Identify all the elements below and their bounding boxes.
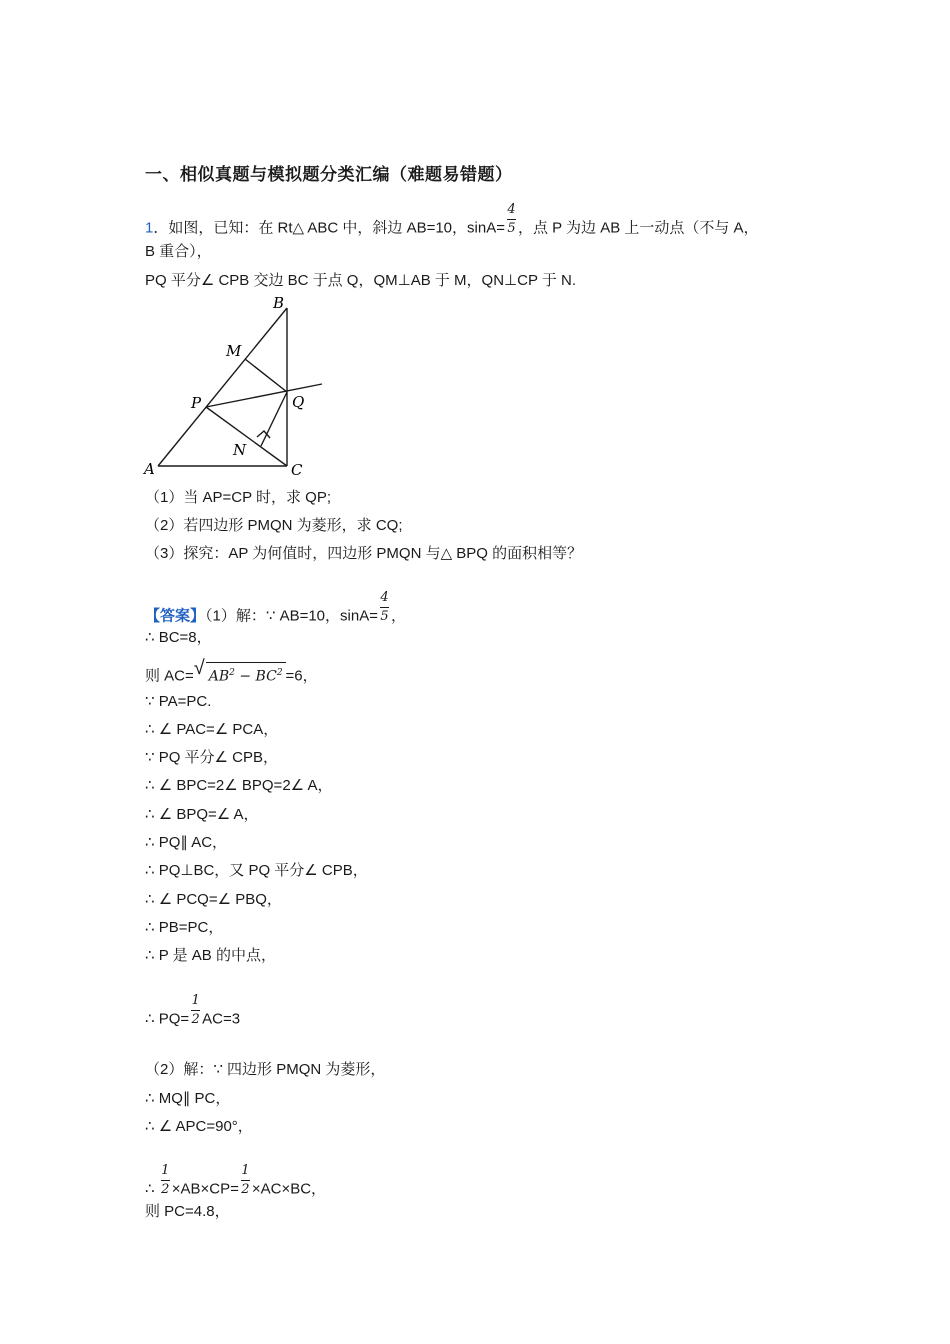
fraction: $\frac{1}{2}$ <box>161 1163 170 1197</box>
segment-ab <box>158 308 287 466</box>
question-1: （1）当 AP=CP 时，求 QP; <box>145 489 332 506</box>
answer-line: ∴ BC=8， <box>145 629 212 646</box>
answer-line: ∵ PQ 平分∠ CPB， <box>145 749 279 766</box>
fraction: $\frac{4}{5}$ <box>380 590 389 624</box>
fraction: $\frac{4}{5}$ <box>507 202 516 236</box>
answer-line: ∴ ∠ BPQ=∠ A， <box>145 806 259 823</box>
answer-line: ∴ ∠ PCQ=∠ PBQ， <box>145 891 282 908</box>
answer-line-ac: 则 AC= √ $AB^2 - BC^2 =6$， <box>145 657 318 685</box>
segment-qm <box>245 359 287 392</box>
answer-part2-head: （2）解：∵ 四边形 PMQN 为菱形， <box>145 1061 386 1078</box>
label-p: P <box>191 394 202 412</box>
label-c: C <box>291 461 303 479</box>
section-title: 一、相似真题与模拟题分类汇编（难题易错题） <box>145 165 513 184</box>
problem-line-3: PQ 平分∠ CPB 交边 BC 于点 Q，QM⊥AB 于 M，QN⊥CP 于 N. <box>145 272 577 289</box>
question-3: （3）探究：AP 为何值时，四边形 PMQN 与△ BPQ 的面积相等？ <box>145 545 583 562</box>
problem-line-1: 1．如图，已知：在 Rt△ ABC 中，斜边 AB=10，sinA= $\frac{4}{5}$ ，点 P 为边 AB 上一动点（不与 A， <box>145 202 759 237</box>
answer-line: ∴ PQ∥ AC， <box>145 834 228 851</box>
square-root: √ $AB^2 - BC^2$ <box>194 662 286 687</box>
answer-line: ∴ MQ∥ PC， <box>145 1090 231 1107</box>
answer-head: 【答案】（1）解：∵ AB=10，sinA= $\frac{4}{5}$ ， <box>145 590 406 625</box>
question-2: （2）若四边形 PMQN 为菱形，求 CQ; <box>145 517 403 534</box>
answer-line: ∴ ∠ APC=90°， <box>145 1118 253 1135</box>
label-n: N <box>233 441 247 459</box>
answer-line: ∵ PA=PC. <box>145 693 212 710</box>
label-a: A <box>144 460 155 478</box>
answer-line: ∴ PQ⊥BC，又 PQ 平分∠ CPB， <box>145 862 368 879</box>
problem-number: 1 <box>145 219 154 237</box>
segment-qn <box>261 392 287 446</box>
answer-line: ∴ PB=PC， <box>145 919 224 936</box>
fraction: $\frac{1}{2}$ <box>191 993 200 1027</box>
fraction: $\frac{1}{2}$ <box>241 1163 250 1197</box>
geometry-figure <box>140 292 340 482</box>
answer-line-area: ∴ $\frac{1}{2}$ ×AB×CP= $\frac{1}{2}$ ×AC×BC， <box>145 1163 327 1198</box>
line-pq <box>206 384 322 407</box>
answer-line: ∴ ∠ PAC=∠ PCA， <box>145 721 279 738</box>
label-q: Q <box>292 393 305 411</box>
label-b: B <box>273 294 285 312</box>
answer-tag: 【答案】 <box>145 607 206 625</box>
answer-line: ∴ P 是 AB 的中点， <box>145 947 276 964</box>
answer-line: ∴ ∠ BPC=2∠ BPQ=2∠ A， <box>145 777 333 794</box>
answer-line: 则 PC=4.8， <box>145 1203 230 1220</box>
problem-line-2: B 重合）， <box>145 243 212 260</box>
label-m: M <box>226 342 242 360</box>
answer-line-pq: ∴ PQ= $\frac{1}{2}$ AC=3 <box>145 993 241 1028</box>
